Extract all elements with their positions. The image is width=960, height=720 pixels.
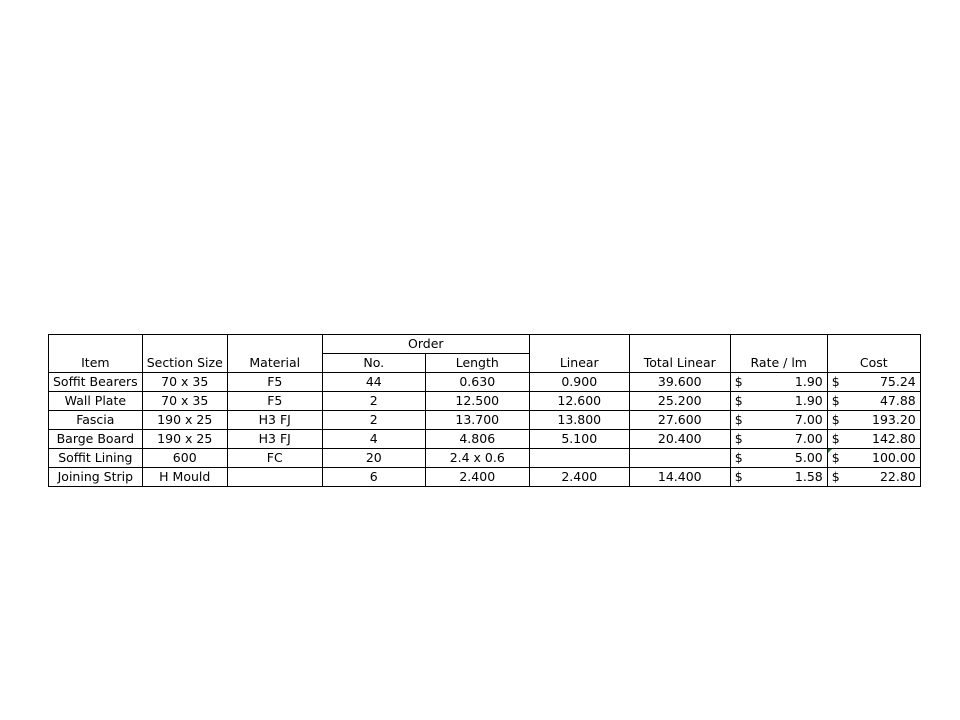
cost-currency: $ bbox=[831, 431, 840, 446]
header-no: No. bbox=[322, 354, 425, 373]
cell-item: Barge Board bbox=[49, 430, 143, 449]
cell-no: 44 bbox=[322, 373, 425, 392]
cell-cost bbox=[827, 449, 920, 468]
header-order-group: Order bbox=[322, 335, 529, 354]
header-total-linear: Total Linear bbox=[629, 354, 730, 373]
cell-item: Fascia bbox=[49, 411, 143, 430]
rate-value: 1.90 bbox=[794, 374, 823, 389]
header-item-top bbox=[49, 335, 143, 354]
cell-material: F5 bbox=[227, 392, 322, 411]
cell-material: H3 FJ bbox=[227, 430, 322, 449]
cost-currency: $ bbox=[831, 393, 840, 408]
cell-rate bbox=[730, 449, 827, 468]
cell-total-linear: 14.400 bbox=[629, 468, 730, 487]
rate-value: 1.58 bbox=[794, 469, 823, 484]
cost-value: 47.88 bbox=[879, 393, 916, 408]
rate-value: 7.00 bbox=[794, 431, 823, 446]
header-length: Length bbox=[425, 354, 529, 373]
header-total-top bbox=[629, 335, 730, 354]
rate-value: 1.90 bbox=[794, 393, 823, 408]
cell-section-size: 70 x 35 bbox=[142, 373, 227, 392]
cell-no: 6 bbox=[322, 468, 425, 487]
cost-value: 193.20 bbox=[872, 412, 916, 427]
cost-currency: $ bbox=[831, 450, 840, 465]
cell-material bbox=[227, 468, 322, 487]
cell-no: 2 bbox=[322, 392, 425, 411]
cell-item: Soffit Bearers bbox=[49, 373, 143, 392]
rate-currency: $ bbox=[734, 450, 743, 465]
rate-value: 5.00 bbox=[794, 450, 823, 465]
cell-linear: 12.600 bbox=[529, 392, 629, 411]
header-row-group bbox=[49, 335, 921, 354]
cell-no: 2 bbox=[322, 411, 425, 430]
header-item: Item bbox=[49, 354, 143, 373]
cell-length: 0.630 bbox=[425, 373, 529, 392]
header-linear-top bbox=[529, 335, 629, 354]
cost-currency: $ bbox=[831, 374, 840, 389]
cell-rate bbox=[730, 468, 827, 487]
table-row bbox=[49, 373, 921, 392]
cost-value: 142.80 bbox=[872, 431, 916, 446]
table-row bbox=[49, 449, 921, 468]
cell-section-size: 600 bbox=[142, 449, 227, 468]
cell-section-size: 190 x 25 bbox=[142, 430, 227, 449]
cell-item: Wall Plate bbox=[49, 392, 143, 411]
cell-total-linear: 25.200 bbox=[629, 392, 730, 411]
cell-linear bbox=[529, 449, 629, 468]
cell-total-linear: 27.600 bbox=[629, 411, 730, 430]
rate-currency: $ bbox=[734, 412, 743, 427]
cell-linear: 5.100 bbox=[529, 430, 629, 449]
header-material: Material bbox=[227, 354, 322, 373]
table-row bbox=[49, 430, 921, 449]
header-rate-top bbox=[730, 335, 827, 354]
cell-material: H3 FJ bbox=[227, 411, 322, 430]
header-material-top bbox=[227, 335, 322, 354]
cell-cost bbox=[827, 392, 920, 411]
cell-rate bbox=[730, 430, 827, 449]
header-section-top bbox=[142, 335, 227, 354]
cell-cost bbox=[827, 468, 920, 487]
cell-rate bbox=[730, 411, 827, 430]
rate-value: 7.00 bbox=[794, 412, 823, 427]
cell-linear: 13.800 bbox=[529, 411, 629, 430]
cell-total-linear: 39.600 bbox=[629, 373, 730, 392]
cell-length: 4.806 bbox=[425, 430, 529, 449]
cost-currency: $ bbox=[831, 469, 840, 484]
cell-length: 2.4 x 0.6 bbox=[425, 449, 529, 468]
rate-currency: $ bbox=[734, 431, 743, 446]
cell-linear: 0.900 bbox=[529, 373, 629, 392]
cell-length: 2.400 bbox=[425, 468, 529, 487]
table-row bbox=[49, 468, 921, 487]
header-linear: Linear bbox=[529, 354, 629, 373]
cell-material: F5 bbox=[227, 373, 322, 392]
cell-section-size: H Mould bbox=[142, 468, 227, 487]
cell-item: Soffit Lining bbox=[49, 449, 143, 468]
cell-rate bbox=[730, 392, 827, 411]
cost-table bbox=[48, 334, 921, 487]
rate-currency: $ bbox=[734, 393, 743, 408]
cost-value: 100.00 bbox=[872, 450, 916, 465]
rate-currency: $ bbox=[734, 374, 743, 389]
cost-currency: $ bbox=[831, 412, 840, 427]
cost-value: 22.80 bbox=[879, 469, 916, 484]
rate-currency: $ bbox=[734, 469, 743, 484]
cell-section-size: 190 x 25 bbox=[142, 411, 227, 430]
header-section-size: Section Size bbox=[142, 354, 227, 373]
cell-material: FC bbox=[227, 449, 322, 468]
cell-no: 4 bbox=[322, 430, 425, 449]
cell-item: Joining Strip bbox=[49, 468, 143, 487]
cell-length: 13.700 bbox=[425, 411, 529, 430]
header-row bbox=[49, 354, 921, 373]
cell-section-size: 70 x 35 bbox=[142, 392, 227, 411]
cell-cost bbox=[827, 430, 920, 449]
cell-cost bbox=[827, 411, 920, 430]
cell-rate bbox=[730, 373, 827, 392]
header-rate: Rate / lm bbox=[730, 354, 827, 373]
header-cost: Cost bbox=[827, 354, 920, 373]
cell-no: 20 bbox=[322, 449, 425, 468]
table-row bbox=[49, 392, 921, 411]
cost-value: 75.24 bbox=[879, 374, 916, 389]
cell-linear: 2.400 bbox=[529, 468, 629, 487]
cell-length: 12.500 bbox=[425, 392, 529, 411]
table-row bbox=[49, 411, 921, 430]
header-cost-top bbox=[827, 335, 920, 354]
cell-total-linear: 20.400 bbox=[629, 430, 730, 449]
error-indicator-icon bbox=[827, 449, 832, 455]
cell-total-linear bbox=[629, 449, 730, 468]
cell-cost bbox=[827, 373, 920, 392]
